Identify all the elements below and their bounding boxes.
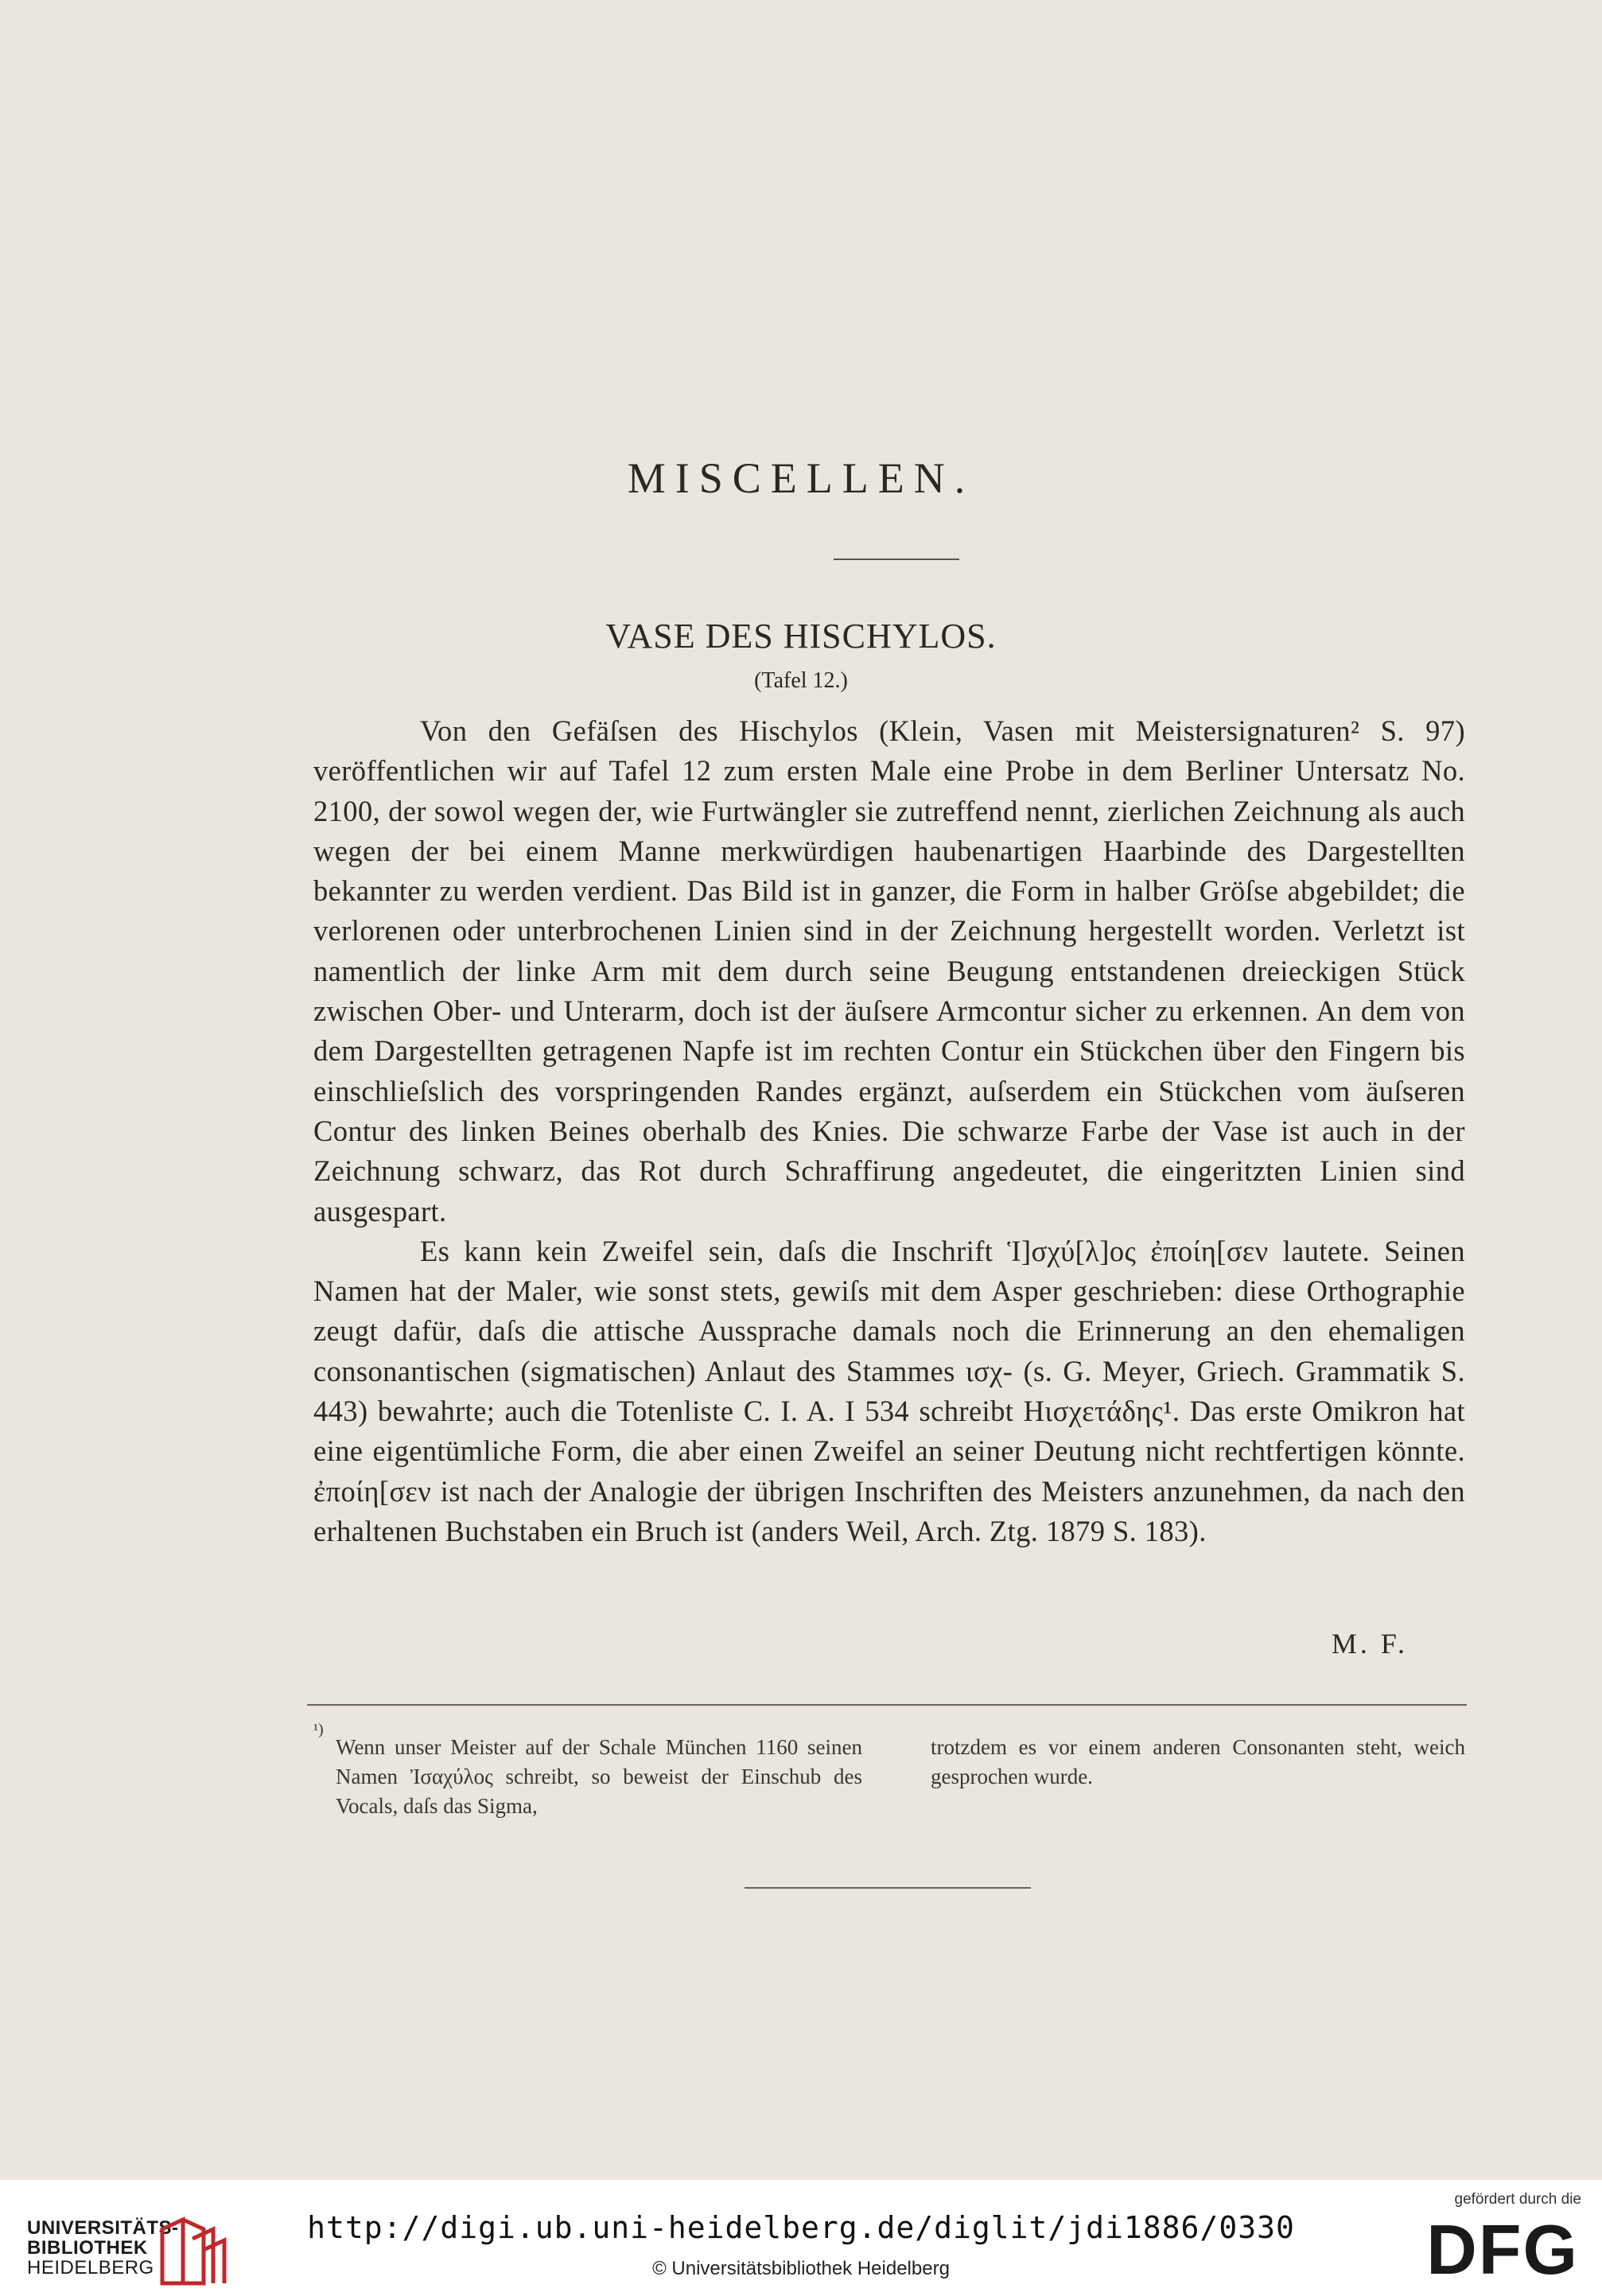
plate-reference: (Tafel 12.) bbox=[754, 668, 848, 693]
library-name-line-3: HEIDELBERG bbox=[27, 2257, 154, 2278]
footnote-right-column bbox=[931, 1733, 1465, 1792]
footnote-right-text: trotzdem es vor einem anderen Consonanten steht, weich gesprochen wurde. bbox=[931, 1735, 1465, 1788]
article-body bbox=[313, 711, 1465, 1551]
page-title: MISCELLEN. bbox=[627, 454, 975, 502]
footnote-divider bbox=[307, 1704, 1467, 1706]
library-name-line-1: UNIVERSITÄTS- bbox=[27, 2217, 179, 2239]
dfg-logo-icon bbox=[1416, 2210, 1583, 2283]
copyright-notice: © Universitätsbibliothek Heidelberg bbox=[652, 2258, 950, 2279]
footnote-left-column: ¹) Wenn unser Meister auf der Schale München 1160 seinen Namen Ἰσαχύλος schreibt, so beweist der Einschub des Vocals, daſs das Sigma, bbox=[313, 1733, 862, 1821]
section-title: VASE DES HISCHYLOS. bbox=[605, 617, 997, 656]
permalink-url[interactable]: http://digi.ub.uni-heidelberg.de/diglit/jdi1886/0330 bbox=[307, 2210, 1295, 2245]
dfg-logo-text: DFG bbox=[1426, 2210, 1579, 2283]
footnote-left-text: Wenn unser Meister auf der Schale München 1160 seinen Namen Ἰσαχύλος schreibt, so beweist der Einschub des Vocals, daſs das Sigma, bbox=[336, 1735, 862, 1818]
end-divider bbox=[745, 1887, 1031, 1889]
library-name-line-2: BIBLIOTHEK bbox=[27, 2237, 148, 2259]
footer-banner bbox=[0, 2180, 1602, 2296]
funded-by-label: gefördert durch die bbox=[1454, 2191, 1581, 2208]
author-signature: M. F. bbox=[1331, 1628, 1408, 1660]
paragraph-2: Es kann kein Zweifel sein, daſs die Inschrift Ἱ]σχύ[λ]ος ἐποίη[σεν lautete. Seinen Namen hat der Maler, wie sonst stets, gewiſs mit dem Asper geschrieben: diese Orthographie zeugt dafür, daſs die attische Aussprache damals noch die Erinnerung an den ehemaligen consonantischen (sigmatischen) Anlaut des Stammes ισχ- (s. G. Meyer, Griech. Grammatik S. 443) bewahrte; auch die Totenliste C. I. A. I 534 schreibt Hισχετάδης¹. Das erste Omikron hat eine eigentümliche Form, die aber einen Zweifel an seiner Deutung nicht rechtfertigen könnte. ἐποίη[σεν ist nach der Analogie der übrigen Inschriften des Meisters anzunehmen, da nach den erhaltenen Buchstaben ein Bruch ist (anders Weil, Arch. Ztg. 1879 S. 183). bbox=[313, 1234, 1465, 1547]
title-divider bbox=[834, 558, 959, 560]
paragraph-1: Von den Gefäſsen des Hischylos (Klein, Vasen mit Meistersignaturen² S. 97) veröffentlichen wir auf Tafel 12 zum ersten Male eine Probe in dem Berliner Untersatz No. 2100, der sowol wegen der, wie Furtwängler sie zutreffend nennt, zierlichen Zeichnung als auch wegen der bei einem Manne merkwürdigen haubenartigen Haarbinde des Dargestellten bekannter zu werden verdient. Das Bild ist in ganzer, die Form in halber Gröſse abgebildet; die verlorenen oder unterbrochenen Linien sind in der Zeichnung hergestellt worden. Verletzt ist namentlich der linke Arm mit dem durch seine Beugung entstandenen dreieckigen Stück zwischen Ober- und Unterarm, doch ist der äuſsere Armcontur sicher zu erkennen. An dem von dem Dargestellten getragenen Napfe ist im rechten Contur ein Stückchen über den Fingern bis einschlieſslich des vorspringenden Randes ergänzt, auſserdem ein Stückchen vom äuſseren Contur des linken Beines oberhalb des Knies. Die schwarze Farbe der Vase ist auch in der Zeichnung schwarz, das Rot durch Schraffirung angedeutet, die eingeritzten Linien sind ausgespart. bbox=[313, 714, 1465, 1228]
